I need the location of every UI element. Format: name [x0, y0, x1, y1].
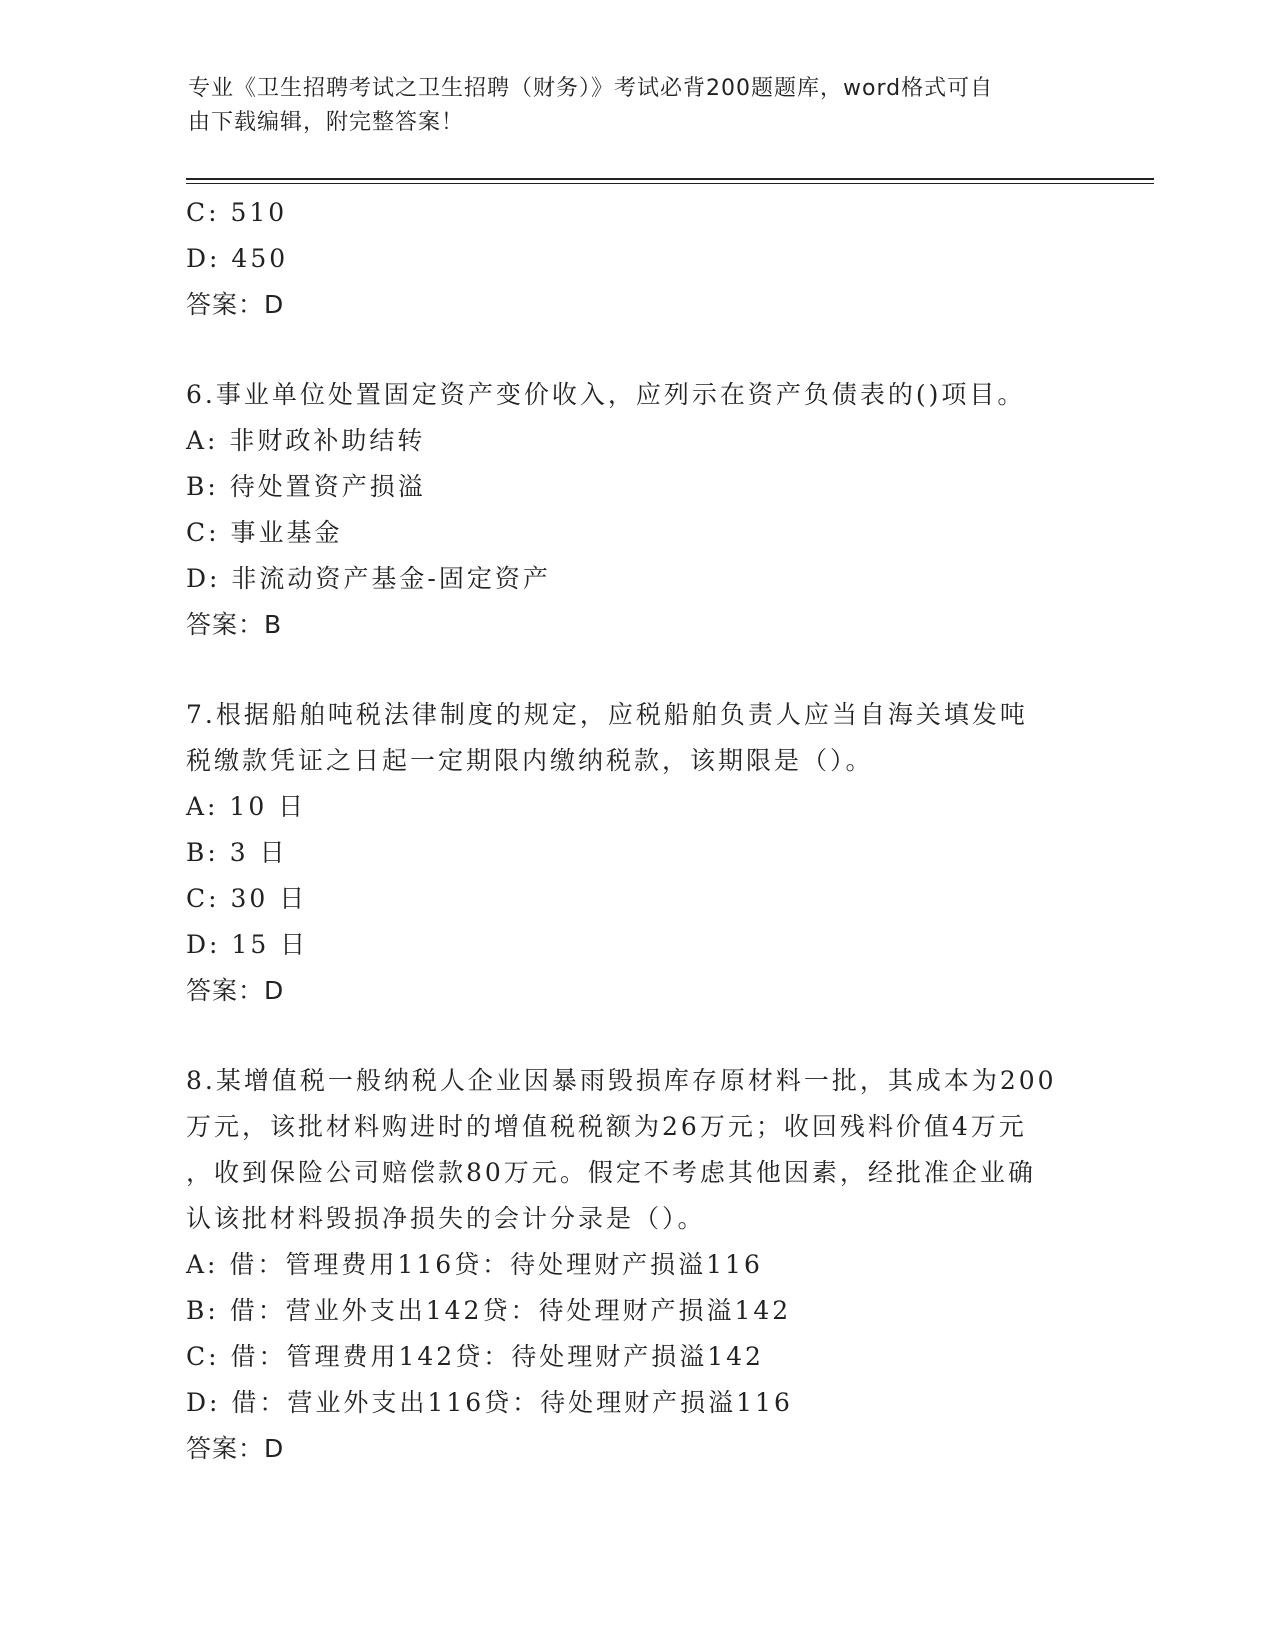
answer-line: 答案：D: [186, 290, 285, 319]
question-list: [186, 190, 1086, 1472]
header-rule-thin: [186, 183, 1154, 184]
question-6: [186, 372, 1086, 648]
option-b: B: 借：营业外支出142贷：待处理财产损溢142: [186, 1296, 792, 1325]
answer-line: 答案：D: [186, 1434, 285, 1463]
option-d: D: 450: [186, 244, 289, 273]
option-c: C: 510: [186, 198, 288, 227]
question-8: [186, 1058, 1086, 1472]
answer-line: 答案：D: [186, 976, 285, 1005]
question-stem: 认该批材料毁损净损失的会计分录是（）。: [186, 1204, 706, 1233]
question-stem: ，收到保险公司赔偿款80万元。假定不考虑其他因素，经批准企业确: [186, 1158, 1036, 1187]
question-stem: 7.根据船舶吨税法律制度的规定，应税船舶负责人应当自海关填发吨: [186, 700, 1028, 729]
option-c: C: 借：管理费用142贷：待处理财产损溢142: [186, 1342, 764, 1371]
question-stem: 万元，该批材料购进时的增值税税额为26万元；收回残料价值4万元: [186, 1112, 1027, 1141]
option-d: D: 借：营业外支出116贷：待处理财产损溢116: [186, 1388, 793, 1417]
option-a: A: 非财政补助结转: [186, 426, 426, 455]
option-b: B: 3 日: [186, 838, 288, 867]
header-title-line-1: 专业《卫生招聘考试之卫生招聘（财务）》考试必背200题题库，word格式可自: [188, 76, 994, 101]
option-c: C: 30 日: [186, 884, 308, 913]
question-stem: 8.某增值税一般纳税人企业因暴雨毁损库存原材料一批，其成本为200: [186, 1066, 1057, 1095]
header-title-line-2: 由下载编辑，附完整答案！: [188, 110, 465, 135]
option-d: D: 非流动资产基金-固定资产: [186, 564, 551, 593]
answer-line: 答案：B: [186, 610, 283, 639]
header-rule-thick: [186, 178, 1154, 180]
option-a: A: 借：管理费用116贷：待处理财产损溢116: [186, 1250, 763, 1279]
question-stem: 税缴款凭证之日起一定期限内缴纳税款，该期限是（）。: [186, 746, 874, 775]
option-c: C: 事业基金: [186, 518, 343, 547]
document-header: [188, 72, 1068, 140]
option-d: D: 15 日: [186, 930, 309, 959]
option-b: B: 待处置资产损溢: [186, 472, 426, 501]
question-7: [186, 692, 1086, 1014]
option-a: A: 10 日: [186, 792, 307, 821]
question-stem: 6.事业单位处置固定资产变价收入，应列示在资产负债表的()项目。: [186, 380, 1026, 409]
carryover-question: [186, 190, 1086, 328]
